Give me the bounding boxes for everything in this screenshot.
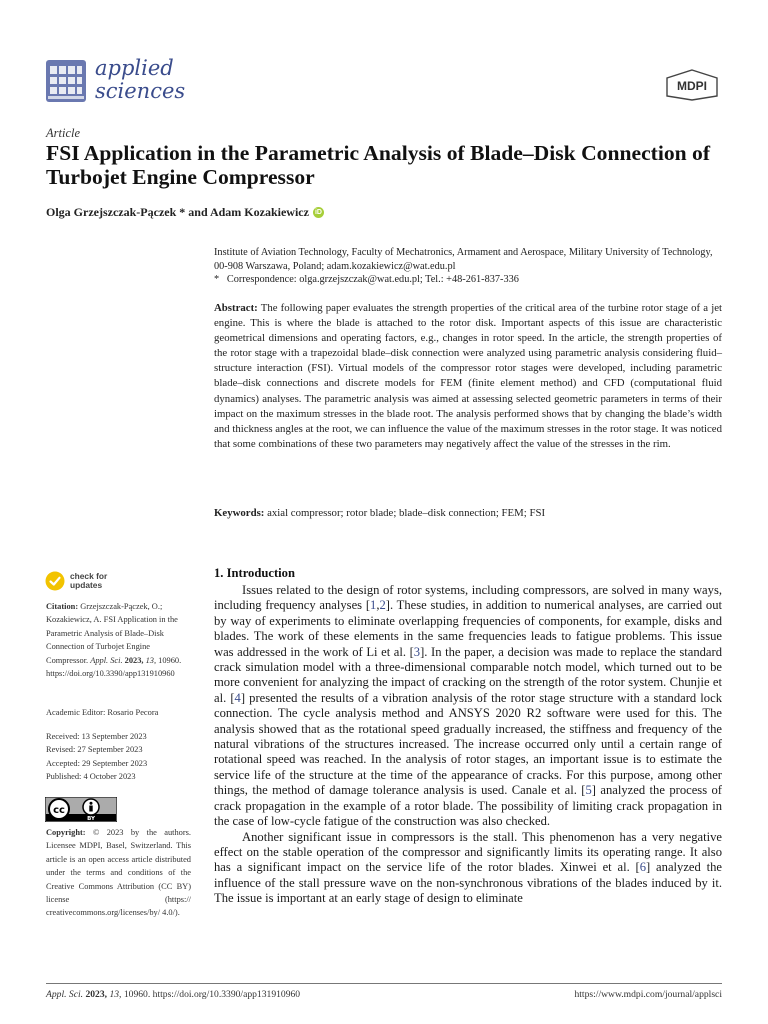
received-date: Received: 13 September 2023 [46, 732, 147, 741]
check-updates-icon [45, 571, 65, 591]
text-run: Another significant issue in compressors is the stall. This phenomenon has a very negative effect on the stable operation of the compressor and significantly limits its operating range. It also has a significant impact on the service life of the rotor blades. Xinwei et al. [ [214, 829, 722, 875]
copyright-label: Copyright: [46, 828, 86, 837]
text-run: ] analyzed the influence of the stall pressure wave on the non-synchronous vibrations of the blades induced by it. The issue is important at an early stage of design to eliminate [214, 860, 723, 906]
correspondence-text: Correspondence: olga.grzejszczak@wat.edu.pl; Tel.: +48-261-837-336 [226, 274, 519, 285]
article-type: Article [46, 126, 81, 140]
footer-year: 2023, [85, 989, 108, 1000]
affiliation: Institute of Aviation Technology, Faculty of Mechatronics, Armament and Aerospace, Military University of Technology, 00-908 Warszawa, Poland; adam.kozakiewicz@wat.edu.pl [214, 247, 713, 272]
cc-by-label: BY [87, 816, 95, 822]
reference-link[interactable]: 3 [413, 644, 421, 659]
citation-volume: 13, [145, 655, 157, 665]
journal-name-line2: sciences [95, 79, 186, 103]
reference-link[interactable]: 1 [370, 598, 377, 613]
footer-citation [46, 989, 300, 1000]
article-title: FSI Application in the Parametric Analysis of Blade–Disk Connection of Turbojet Engine Compressor [46, 141, 711, 189]
text-run: ]. These studies, in addition to numerical analyses, are carried out by way of experiments to eliminate overlapping frequencies of components, for example, disks and blades. The work of these elements in the same frequencies leads to fatigue problems. This issue was addressed in the work of Li et al. [ [214, 598, 722, 659]
text-run: , [376, 598, 380, 613]
check-updates-line2: updates [70, 580, 103, 590]
check-updates-label [70, 572, 107, 590]
reference-link[interactable]: 5 [585, 783, 592, 798]
citation-doi[interactable]: 10960. https://doi.org/10.3390/app131910960 [46, 655, 182, 679]
author-list [46, 205, 324, 220]
correspondence-mark: * [214, 274, 220, 285]
academic-editor: Academic Editor: Rosario Pecora [46, 708, 159, 717]
text-run: ] analyzed the process of crack propagation in the example of a rotor blade. The possibility of limiting crack propagation in the case of low-cycle fatigue of the construction was also checked. [214, 783, 722, 829]
footer-doi[interactable]: 10960. https://doi.org/10.3390/app131910960 [123, 989, 301, 1000]
publication-dates [46, 730, 191, 784]
journal-name [95, 57, 185, 103]
abstract-label: Abstract: [214, 302, 258, 314]
mdpi-logo [664, 69, 720, 101]
keywords-label: Keywords: [214, 507, 265, 519]
citation-block [46, 600, 191, 680]
introduction-body [214, 583, 722, 907]
check-for-updates-button[interactable] [45, 571, 107, 591]
correspondence-line [214, 273, 724, 287]
keywords-text: axial compressor; rotor blade; blade–disk connection; FEM; FSI [267, 507, 546, 519]
abstract-text: The following paper evaluates the strength properties of the critical area of the turbine rotor stage of a jet engine. This is where the blade is attached to the rotor disk. Important aspects of this issue are characteristic geometrical dimensions and operating factors, e.g., changes in rotor speed. In the article, the strength properties of the rotor stage with a trapezoidal blade–disk connection were analyzed using parametric analysis considering fluid–structure interaction (FSI). Virtual models of the compressor rotor stages were developed, including parametric blade–disk connections and discrete models for FEM (finite element method) and CFD (computational fluid dynamics) analyses. The parametric analysis was aimed at assessing selected geometric parameters in terms of their impact on the maximum stresses in the blade root. The analysis performed shows that by changing the blade’s width and thickness angles at the root, we can influence the value of the maximum stresses in the rotor stage. It was noticed that some combinations of these two parameters may negatively affect the value of the stresses in the rim. [214, 302, 722, 450]
journal-name-line1: applied [95, 56, 174, 80]
revised-date: Revised: 27 September 2023 [46, 745, 143, 755]
reference-link[interactable]: 4 [234, 690, 241, 705]
cc-by-license-icon[interactable] [45, 797, 117, 822]
citation-text: Grzejszczak-Pączek, O.; Kozakiewicz, A. FSI Application in the Parametric Analysis of Blade–Disk Connection of Turbojet Engine Compressor. [46, 602, 178, 665]
text-run: ]. In the paper, a decision was made to replace the standard crack simulation model with a three-dimensional comparable notch model, which turned out to be more convenient for analyzing the impact of cracking on the strength of the rotor system. Chunjie et al. [ [214, 644, 722, 705]
affiliations [214, 246, 724, 287]
citation-year: 2023, [124, 655, 144, 665]
copyright-notice [46, 826, 191, 920]
footer-journal-url[interactable]: https://www.mdpi.com/journal/applsci [574, 989, 722, 1000]
publisher-name: MDPI [677, 79, 707, 93]
citation-label: Citation: [46, 602, 79, 611]
accepted-date: Accepted: 29 September 2023 [46, 758, 148, 768]
authors-text: Olga Grzejszczak-Pączek * and Adam Kozakiewicz [46, 205, 309, 219]
svg-text:cc: cc [53, 805, 65, 816]
published-date: Published: 4 October 2023 [46, 772, 136, 782]
text-run: Issues related to the design of rotor systems, including compressors, are solved in many ways, including frequency analyses [ [214, 583, 722, 613]
orcid-icon[interactable]: iD [314, 209, 322, 216]
paragraph [214, 830, 722, 907]
reference-link[interactable]: 6 [639, 860, 647, 875]
footer-volume: 13, [109, 989, 122, 1000]
text-run: ] presented the results of a vibration analysis of the rotor stage structure with a standard lock connection. The cycle analysis method and ANSYS 2020 R2 software were used for this. The analysis showed that as the rotational speed gradually increased, the stiffness and frequency of the natural vibrations of the structures increased. The increase occurred only until a certain range of rotational speed was reached. In the analysis of rotor stages, an important issue is to estimate the service life of the structure at the time of the appearance of cracks. For this purpose, among other things, the method of damage tolerance analysis is used. Canale et al. [ [214, 690, 722, 798]
keywords [214, 507, 722, 519]
check-updates-line1: check for [70, 571, 108, 581]
paragraph [214, 583, 722, 830]
section-heading-introduction: 1. Introduction [214, 566, 295, 580]
citation-journal: Appl. Sci. [90, 655, 123, 665]
reference-link[interactable]: 2 [379, 598, 386, 613]
copyright-text: © 2023 by the authors. Licensee MDPI, Basel, Switzerland. This article is an open access article distributed under the terms and conditions of the Creative Commons Attribution (CC BY) license (https:// creativecommons.org/licenses/by/ 4.0/). [46, 828, 192, 918]
journal-logo-icon [46, 60, 86, 102]
footer-journal: Appl. Sci. [46, 989, 84, 1000]
footer-divider [46, 983, 722, 984]
abstract [214, 301, 722, 452]
